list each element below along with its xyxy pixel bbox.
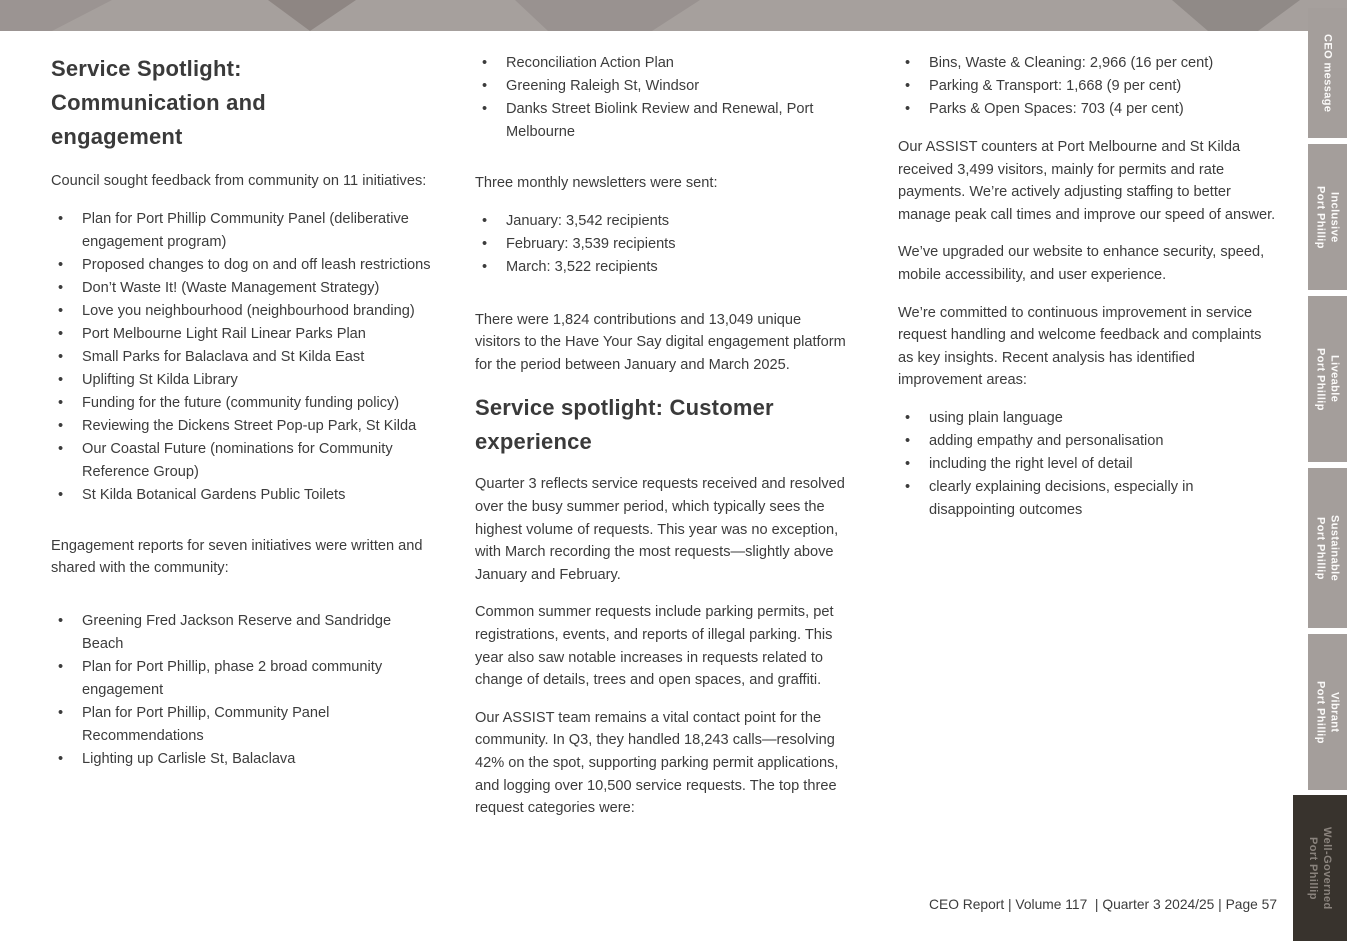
- tab-well-governed-port-phillip[interactable]: [1293, 795, 1347, 941]
- list-item: • Proposed changes to dog on and off leash restrictions: [51, 254, 433, 277]
- list-item: • Uplifting St Kilda Library: [51, 369, 433, 392]
- column-middle: [475, 52, 849, 835]
- tab-vibrant-port-phillip[interactable]: [1308, 634, 1347, 790]
- section-tab-strip: [1291, 0, 1347, 941]
- list-item: • Reviewing the Dickens Street Pop-up Park, St Kilda: [51, 415, 433, 438]
- tab-label: CEO message: [1321, 33, 1334, 113]
- list-item: • including the right level of detail: [898, 453, 1280, 476]
- tab-label: Vibrant Port Phillip: [1314, 680, 1341, 744]
- list-item: • January: 3,542 recipients: [475, 210, 849, 233]
- improvement-paragraph: We’re committed to continuous improvement in service request handling and welcome feedback and complaints as key insights. Recent analysis has identified improvement areas:: [898, 304, 1262, 389]
- initiatives-list: [51, 208, 433, 507]
- list-item: • Love you neighbourhood (neighbourhood branding): [51, 300, 433, 323]
- list-item: • Plan for Port Phillip, phase 2 broad community engagement: [51, 656, 433, 702]
- header-band-graphic: [0, 0, 1347, 31]
- list-item: • adding empathy and personalisation: [898, 430, 1280, 453]
- list-item: • Our Coastal Future (nominations for Community Reference Group): [51, 438, 433, 484]
- list-item: • Danks Street Biolink Review and Renewal, Port Melbourne: [475, 98, 849, 144]
- list-item: • February: 3,539 recipients: [475, 233, 849, 256]
- tab-sustainable-port-phillip[interactable]: [1308, 468, 1347, 628]
- engagement-reports-list-continued: [475, 52, 849, 144]
- list-item: • Parking & Transport: 1,668 (9 per cent): [898, 75, 1280, 98]
- tab-ceo-message[interactable]: [1308, 8, 1347, 138]
- tab-liveable-port-phillip[interactable]: [1308, 296, 1347, 462]
- common-requests-paragraph: Common summer requests include parking permits, pet registrations, events, and reports of illegal parking. This year also saw notable increases in requests related to change of details, trees and open spaces, and graffiti.: [475, 604, 834, 689]
- list-item: • St Kilda Botanical Gardens Public Toilets: [51, 484, 433, 507]
- engagement-reports-list: [51, 610, 433, 771]
- list-item: • clearly explaining decisions, especially in disappointing outcomes: [898, 476, 1280, 522]
- list-item: • Reconciliation Action Plan: [475, 52, 849, 75]
- tab-label: Liveable Port Phillip: [1314, 347, 1341, 411]
- list-item: • Parks & Open Spaces: 703 (4 per cent): [898, 98, 1280, 121]
- tab-label: Inclusive Port Phillip: [1314, 185, 1341, 249]
- tab-inclusive-port-phillip[interactable]: [1308, 144, 1347, 290]
- quarter-paragraph: Quarter 3 reflects service requests received and resolved over the busy summer period, which typically sees the highest volume of requests. This year was no exception, with March recording the most requests—slightly above January and February.: [475, 476, 845, 583]
- list-item: • March: 3,522 recipients: [475, 256, 849, 279]
- column-right: [898, 52, 1280, 537]
- list-item: • Plan for Port Phillip, Community Panel Recommendations: [51, 702, 433, 748]
- list-item: • Funding for the future (community funding policy): [51, 392, 433, 415]
- intro-paragraph: Council sought feedback from community on 11 initiatives:: [51, 173, 427, 189]
- assist-counters-paragraph: Our ASSIST counters at Port Melbourne and St Kilda received 3,499 visitors, mainly for permits and rate payments. We’re actively adjusting staffing to better manage peak call times and improve our speed of answer.: [898, 139, 1276, 223]
- top-request-categories-list: [898, 52, 1280, 121]
- newsletters-list: [475, 210, 849, 279]
- newsletters-intro-paragraph: Three monthly newsletters were sent:: [475, 175, 718, 191]
- list-item: • Don’t Waste It! (Waste Management Strategy): [51, 277, 433, 300]
- page-footer: CEO Report | Volume 117 | Quarter 3 2024/25 | Page 57: [929, 897, 1277, 912]
- assist-team-paragraph: Our ASSIST team remains a vital contact point for the community. In Q3, they handled 18,243 calls—resolving 42% on the spot, supporting parking permit applications, and logging over 10,500 service requests. The top three request categories were:: [475, 709, 839, 817]
- list-item: • Bins, Waste & Cleaning: 2,966 (16 per cent): [898, 52, 1280, 75]
- list-item: • Lighting up Carlisle St, Balaclava: [51, 748, 433, 771]
- tab-label: Well-Governed Port Phillip: [1307, 826, 1333, 910]
- list-item: • Port Melbourne Light Rail Linear Parks Plan: [51, 323, 433, 346]
- list-item: • Greening Raleigh St, Windsor: [475, 75, 849, 98]
- list-item: • Small Parks for Balaclava and St Kilda East: [51, 346, 433, 369]
- improvement-areas-list: [898, 407, 1280, 522]
- tab-label: Sustainable Port Phillip: [1314, 514, 1341, 582]
- website-upgrade-paragraph: We’ve upgraded our website to enhance security, speed, mobile accessibility, and user experience.: [898, 244, 1265, 283]
- have-your-say-paragraph: There were 1,824 contributions and 13,049 unique visitors to the Have Your Say digital engagement platform for the period between January and March 2025.: [475, 311, 846, 373]
- section-heading-communication: Service Spotlight: Communication and engagement: [51, 56, 266, 149]
- column-left: [51, 52, 433, 786]
- list-item: • Plan for Port Phillip Community Panel (deliberative engagement program): [51, 208, 433, 254]
- reports-intro-paragraph: Engagement reports for seven initiatives were written and shared with the community:: [51, 537, 423, 577]
- section-heading-customer-experience: Service spotlight: Customer experience: [475, 395, 774, 455]
- list-item: • using plain language: [898, 407, 1280, 430]
- list-item: • Greening Fred Jackson Reserve and Sandridge Beach: [51, 610, 433, 656]
- header-band: [0, 0, 1347, 31]
